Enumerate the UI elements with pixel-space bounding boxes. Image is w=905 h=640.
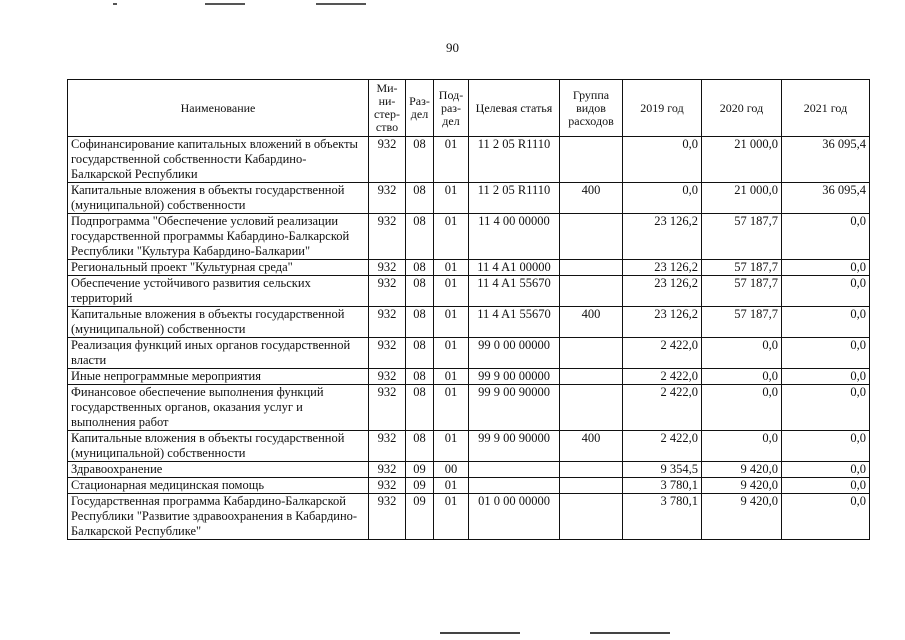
cell-2020: 9 420,0 [702, 462, 782, 478]
cell-target [469, 462, 560, 478]
cell-2019: 3 780,1 [623, 494, 702, 540]
cell-section: 09 [406, 478, 434, 494]
cell-expense-group [560, 214, 623, 260]
cell-ministry: 932 [369, 494, 406, 540]
cell-ministry: 932 [369, 260, 406, 276]
cell-ministry: 932 [369, 478, 406, 494]
cell-target: 11 4 00 00000 [469, 214, 560, 260]
cell-expense-group: 400 [560, 183, 623, 214]
cell-2020: 21 000,0 [702, 137, 782, 183]
cell-name: Обеспечение устойчивого развития сельских территорий [68, 276, 369, 307]
cell-section: 09 [406, 494, 434, 540]
cell-2019: 2 422,0 [623, 385, 702, 431]
table-row [68, 307, 870, 338]
cell-ministry: 932 [369, 369, 406, 385]
cell-name: Региональный проект "Культурная среда" [68, 260, 369, 276]
scan-top-marks [0, 0, 905, 8]
cell-2019: 2 422,0 [623, 369, 702, 385]
cell-ministry: 932 [369, 276, 406, 307]
cell-subsection: 01 [434, 478, 469, 494]
cell-2019: 9 354,5 [623, 462, 702, 478]
cell-target: 99 9 00 90000 [469, 431, 560, 462]
cell-2021: 0,0 [782, 276, 870, 307]
cell-subsection: 01 [434, 338, 469, 369]
cell-2019: 0,0 [623, 183, 702, 214]
cell-subsection: 00 [434, 462, 469, 478]
cell-expense-group [560, 276, 623, 307]
table-row [68, 338, 870, 369]
header-2020: 2020 год [702, 80, 782, 137]
cell-2021: 0,0 [782, 214, 870, 260]
table-row [68, 494, 870, 540]
cell-2021: 0,0 [782, 385, 870, 431]
header-target: Целевая статья [469, 80, 560, 137]
cell-section: 08 [406, 183, 434, 214]
cell-2021: 0,0 [782, 462, 870, 478]
cell-ministry: 932 [369, 307, 406, 338]
cell-2020: 0,0 [702, 338, 782, 369]
cell-expense-group [560, 462, 623, 478]
cell-2019: 23 126,2 [623, 214, 702, 260]
header-expense-group: Группа видов расходов [560, 80, 623, 137]
cell-name: Здравоохранение [68, 462, 369, 478]
cell-2020: 57 187,7 [702, 307, 782, 338]
cell-2020: 9 420,0 [702, 478, 782, 494]
cell-2021: 36 095,4 [782, 137, 870, 183]
cell-target: 11 2 05 R1110 [469, 137, 560, 183]
cell-expense-group: 400 [560, 307, 623, 338]
cell-ministry: 932 [369, 183, 406, 214]
cell-name: Иные непрограммные мероприятия [68, 369, 369, 385]
cell-2021: 0,0 [782, 431, 870, 462]
cell-name: Стационарная медицинская помощь [68, 478, 369, 494]
header-2019: 2019 год [623, 80, 702, 137]
cell-2020: 0,0 [702, 385, 782, 431]
cell-2021: 0,0 [782, 338, 870, 369]
cell-2019: 23 126,2 [623, 307, 702, 338]
table-row [68, 478, 870, 494]
cell-2020: 9 420,0 [702, 494, 782, 540]
cell-2021: 0,0 [782, 369, 870, 385]
cell-name: Софинансирование капитальных вложений в объекты государственной собственности Кабардино-Балкарской Республики [68, 137, 369, 183]
cell-ministry: 932 [369, 214, 406, 260]
cell-subsection: 01 [434, 276, 469, 307]
cell-target: 99 9 00 90000 [469, 385, 560, 431]
cell-expense-group [560, 260, 623, 276]
cell-subsection: 01 [434, 369, 469, 385]
cell-target: 11 4 A1 55670 [469, 276, 560, 307]
cell-name: Государственная программа Кабардино-Балкарской Республики "Развитие здравоохранения в Кабардино-Балкарской Республике" [68, 494, 369, 540]
cell-2019: 2 422,0 [623, 431, 702, 462]
table-row [68, 183, 870, 214]
cell-2020: 0,0 [702, 369, 782, 385]
cell-expense-group [560, 478, 623, 494]
cell-2021: 36 095,4 [782, 183, 870, 214]
table-row [68, 214, 870, 260]
cell-target: 01 0 00 00000 [469, 494, 560, 540]
cell-expense-group: 400 [560, 431, 623, 462]
cell-ministry: 932 [369, 385, 406, 431]
cell-section: 08 [406, 276, 434, 307]
cell-section: 08 [406, 385, 434, 431]
cell-section: 08 [406, 431, 434, 462]
cell-expense-group [560, 494, 623, 540]
header-name: Наименование [68, 80, 369, 137]
cell-2020: 57 187,7 [702, 260, 782, 276]
table-header-row [68, 80, 870, 137]
cell-subsection: 01 [434, 214, 469, 260]
cell-2021: 0,0 [782, 260, 870, 276]
table-row [68, 431, 870, 462]
cell-2020: 57 187,7 [702, 276, 782, 307]
cell-ministry: 932 [369, 137, 406, 183]
cell-section: 08 [406, 137, 434, 183]
cell-subsection: 01 [434, 260, 469, 276]
cell-ministry: 932 [369, 462, 406, 478]
header-2021: 2021 год [782, 80, 870, 137]
cell-target: 99 0 00 00000 [469, 338, 560, 369]
cell-name: Подпрограмма "Обеспечение условий реализации государственной программы Кабардино-Балкарской Республики "Культура Кабардино-Балкарии" [68, 214, 369, 260]
cell-section: 08 [406, 369, 434, 385]
cell-target: 11 4 A1 00000 [469, 260, 560, 276]
cell-section: 08 [406, 260, 434, 276]
table-row [68, 369, 870, 385]
cell-subsection: 01 [434, 307, 469, 338]
cell-2019: 0,0 [623, 137, 702, 183]
cell-name: Капитальные вложения в объекты государственной (муниципальной) собственности [68, 431, 369, 462]
cell-target [469, 478, 560, 494]
cell-target: 99 9 00 00000 [469, 369, 560, 385]
cell-expense-group [560, 137, 623, 183]
cell-2019: 2 422,0 [623, 338, 702, 369]
cell-name: Финансовое обеспечение выполнения функций государственных органов, оказания услуг и выполнения работ [68, 385, 369, 431]
table-row [68, 276, 870, 307]
cell-subsection: 01 [434, 137, 469, 183]
cell-expense-group [560, 369, 623, 385]
page-number: 90 [446, 40, 459, 55]
cell-name: Реализация функций иных органов государственной власти [68, 338, 369, 369]
cell-2020: 57 187,7 [702, 214, 782, 260]
cell-2019: 23 126,2 [623, 260, 702, 276]
cell-expense-group [560, 385, 623, 431]
cell-section: 08 [406, 338, 434, 369]
cell-section: 08 [406, 307, 434, 338]
table-body [68, 137, 870, 540]
budget-table [67, 79, 870, 540]
cell-name: Капитальные вложения в объекты государственной (муниципальной) собственности [68, 183, 369, 214]
cell-subsection: 01 [434, 431, 469, 462]
cell-2020: 0,0 [702, 431, 782, 462]
table-row [68, 137, 870, 183]
cell-2019: 3 780,1 [623, 478, 702, 494]
cell-2020: 21 000,0 [702, 183, 782, 214]
cell-section: 08 [406, 214, 434, 260]
cell-section: 09 [406, 462, 434, 478]
header-section: Раз-дел [406, 80, 434, 137]
table-row [68, 462, 870, 478]
cell-2021: 0,0 [782, 307, 870, 338]
header-subsection: Под-раз-дел [434, 80, 469, 137]
cell-expense-group [560, 338, 623, 369]
cell-2021: 0,0 [782, 478, 870, 494]
cell-target: 11 4 A1 55670 [469, 307, 560, 338]
cell-name: Капитальные вложения в объекты государственной (муниципальной) собственности [68, 307, 369, 338]
cell-ministry: 932 [369, 338, 406, 369]
table-row [68, 385, 870, 431]
cell-subsection: 01 [434, 385, 469, 431]
cell-2019: 23 126,2 [623, 276, 702, 307]
table-row [68, 260, 870, 276]
header-ministry: Ми-ни-стер-ство [369, 80, 406, 137]
cell-target: 11 2 05 R1110 [469, 183, 560, 214]
cell-subsection: 01 [434, 183, 469, 214]
cell-ministry: 932 [369, 431, 406, 462]
cell-subsection: 01 [434, 494, 469, 540]
cell-2021: 0,0 [782, 494, 870, 540]
